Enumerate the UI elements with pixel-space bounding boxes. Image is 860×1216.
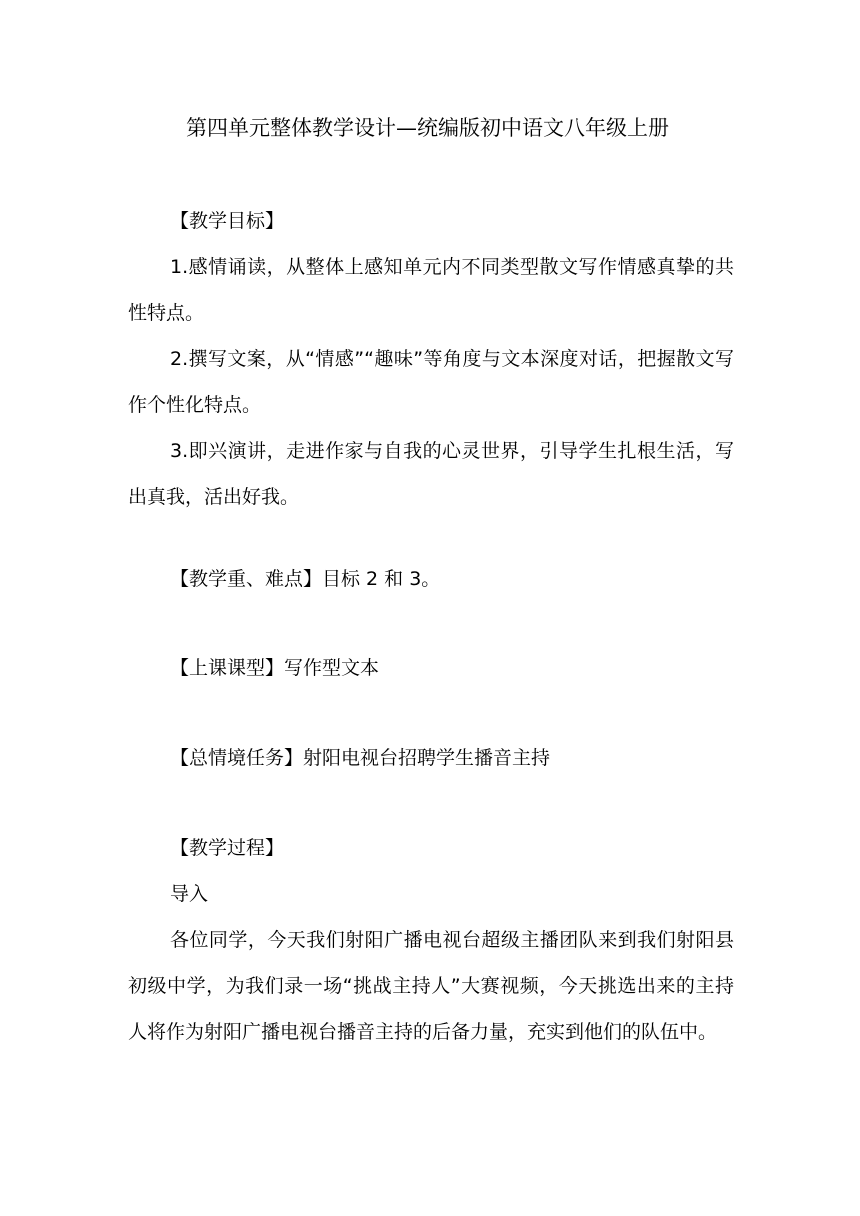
lesson-type-line: 【上课课型】写作型文本 bbox=[170, 657, 380, 679]
objectives-section bbox=[128, 198, 734, 520]
overall-task-line: 【总情境任务】射阳电视台招聘学生播音主持 bbox=[170, 747, 551, 769]
objectives-heading: 【教学目标】 bbox=[170, 210, 285, 232]
objective-item-2: 2.撰写文案，从“情感”“趣味”等角度与文本深度对话，把握散文写作个性化特点。 bbox=[128, 348, 734, 416]
objective-item-3: 3.即兴演讲，走进作家与自我的心灵世界，引导学生扎根生活，写出真我，活出好我。 bbox=[128, 440, 734, 508]
overall-task-section bbox=[128, 735, 734, 781]
process-section bbox=[128, 825, 734, 1055]
key-points-section bbox=[128, 556, 734, 602]
lesson-type-section bbox=[128, 645, 734, 691]
objective-item-1: 1.感情诵读，从整体上感知单元内不同类型散文写作情感真挚的共性特点。 bbox=[128, 256, 734, 324]
intro-heading: 导入 bbox=[170, 883, 209, 905]
document-title: 第四单元整体教学设计—统编版初中语文八年级上册 bbox=[186, 116, 669, 140]
key-points-line: 【教学重、难点】目标 2 和 3。 bbox=[170, 568, 441, 590]
intro-paragraph: 各位同学，今天我们射阳广播电视台超级主播团队来到我们射阳县初级中学，为我们录一场“挑战主持人”大赛视频，今天挑选出来的主持人将作为射阳广播电视台播音主持的后备力量，充实到他们的队伍中。 bbox=[128, 929, 734, 1043]
process-heading: 【教学过程】 bbox=[170, 837, 285, 859]
